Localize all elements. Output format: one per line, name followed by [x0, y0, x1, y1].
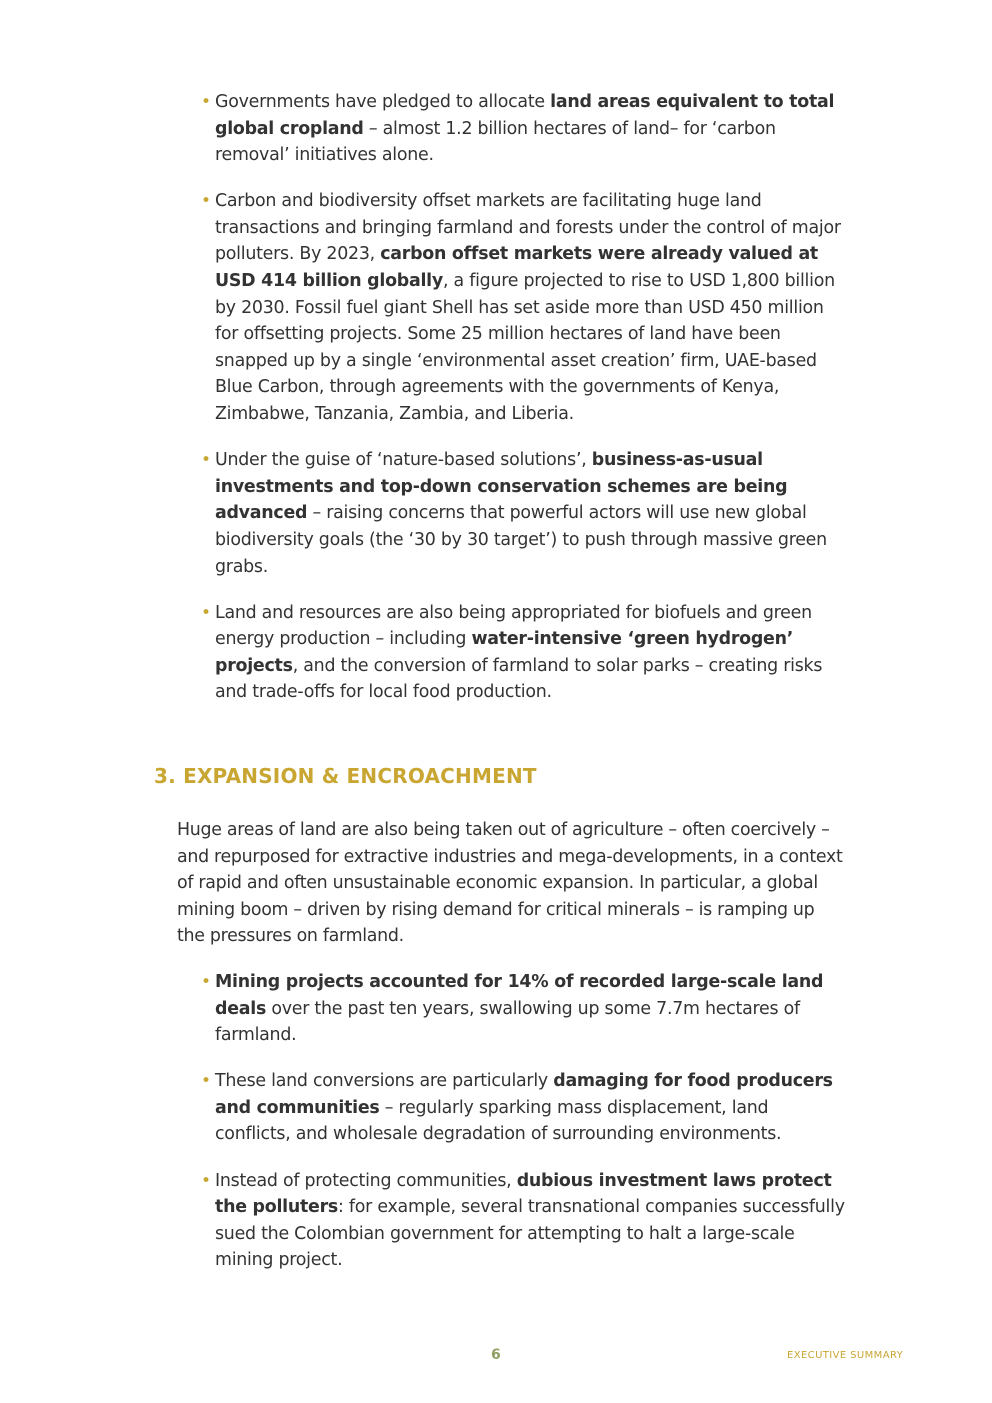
bullet-icon: •	[201, 92, 211, 112]
bullet-item	[201, 600, 845, 706]
bullet-text: Governments have pledged to allocate	[215, 92, 551, 112]
bullet-item	[201, 1068, 845, 1148]
bullet-text: – almost 1.2 billion hectares of land– for ‘carbon removal’ initiatives alone.	[215, 118, 776, 166]
bullet-icon: •	[201, 972, 211, 992]
bullet-item	[201, 447, 845, 580]
footer-section-label: EXECUTIVE SUMMARY	[787, 1350, 904, 1361]
bullet-text: , a figure projected to rise to USD 1,800 billion by 2030. Fossil fuel giant Shell has set aside more than USD 450 million for offsetting projects. Some 25 million hectares of land have been snapped up by a single ‘environmental asset creation’ firm, UAE-based Blue Carbon, through agreements with the governments of Kenya, Zimbabwe, Tanzania, Zambia, and Liberia.	[215, 271, 835, 425]
page-number: 6	[491, 1347, 501, 1363]
bullet-emphasis: land areas equivalent to total global cropland	[215, 92, 835, 139]
bullet-text: Under the guise of ‘nature-based solutions’,	[215, 450, 592, 471]
bullet-emphasis: business-as-usual investments and top-down conservation schemes are being advanced	[215, 450, 788, 524]
bullet-item	[201, 1168, 845, 1274]
bullet-icon: •	[201, 602, 211, 623]
bullet-text: – regularly sparking mass displacement, land conflicts, and wholesale degradation of surrounding environments.	[215, 1097, 782, 1145]
bullet-text: These land conversions are particularly	[215, 1071, 554, 1092]
bullet-emphasis: Mining projects accounted for 14% of recorded large-scale land deals	[215, 972, 824, 1019]
bullet-item	[201, 969, 845, 1049]
bullet-emphasis: water-intensive ‘green hydrogen’ projects	[215, 629, 794, 676]
bullet-text: Instead of protecting communities,	[215, 1170, 517, 1191]
bullet-emphasis: carbon offset markets were already valued at USD 414 billion globally	[215, 244, 818, 292]
bullet-text: over the past ten years, swallowing up some 7.7m hectares of farmland.	[215, 998, 800, 1046]
bullet-icon: •	[201, 1170, 211, 1191]
bullet-item	[201, 188, 845, 427]
bullet-text: – raising concerns that powerful actors will use new global biodiversity goals (the ‘30 by 30 target’) to push through massive green grabs.	[215, 503, 827, 577]
expansion-bullet-list	[201, 969, 845, 1293]
land-grab-bullet-list	[201, 89, 845, 725]
section-intro-paragraph: Huge areas of land are also being taken out of agriculture – often coercively – and repurposed for extractive industries and mega-developments, in a context of rapid and often unsustainable economic expansion. In particular, a global mining boom – driven by rising demand for critical minerals – is ramping up the pressures on farmland.	[177, 820, 843, 947]
bullet-icon: •	[201, 450, 211, 471]
section-heading: 3. EXPANSION & ENCROACHMENT	[154, 764, 537, 788]
bullet-text: Carbon and biodiversity offset markets are facilitating huge land transactions and bringing farmland and forests under the control of major polluters. By 2023,	[215, 191, 841, 265]
bullet-item	[201, 89, 845, 169]
bullet-icon: •	[201, 191, 211, 212]
bullet-emphasis: damaging for food producers and communities	[215, 1071, 833, 1118]
bullet-emphasis: dubious investment laws protect the polluters	[215, 1170, 832, 1218]
bullet-text: , and the conversion of farmland to solar parks – creating risks and trade-offs for local food production.	[215, 655, 823, 703]
bullet-text: : for example, several transnational companies successfully sued the Colombian government for attempting to halt a large-scale mining project.	[215, 1197, 845, 1271]
bullet-text: Land and resources are also being appropriated for biofuels and green energy production – including	[215, 602, 812, 650]
bullet-icon: •	[201, 1071, 211, 1092]
